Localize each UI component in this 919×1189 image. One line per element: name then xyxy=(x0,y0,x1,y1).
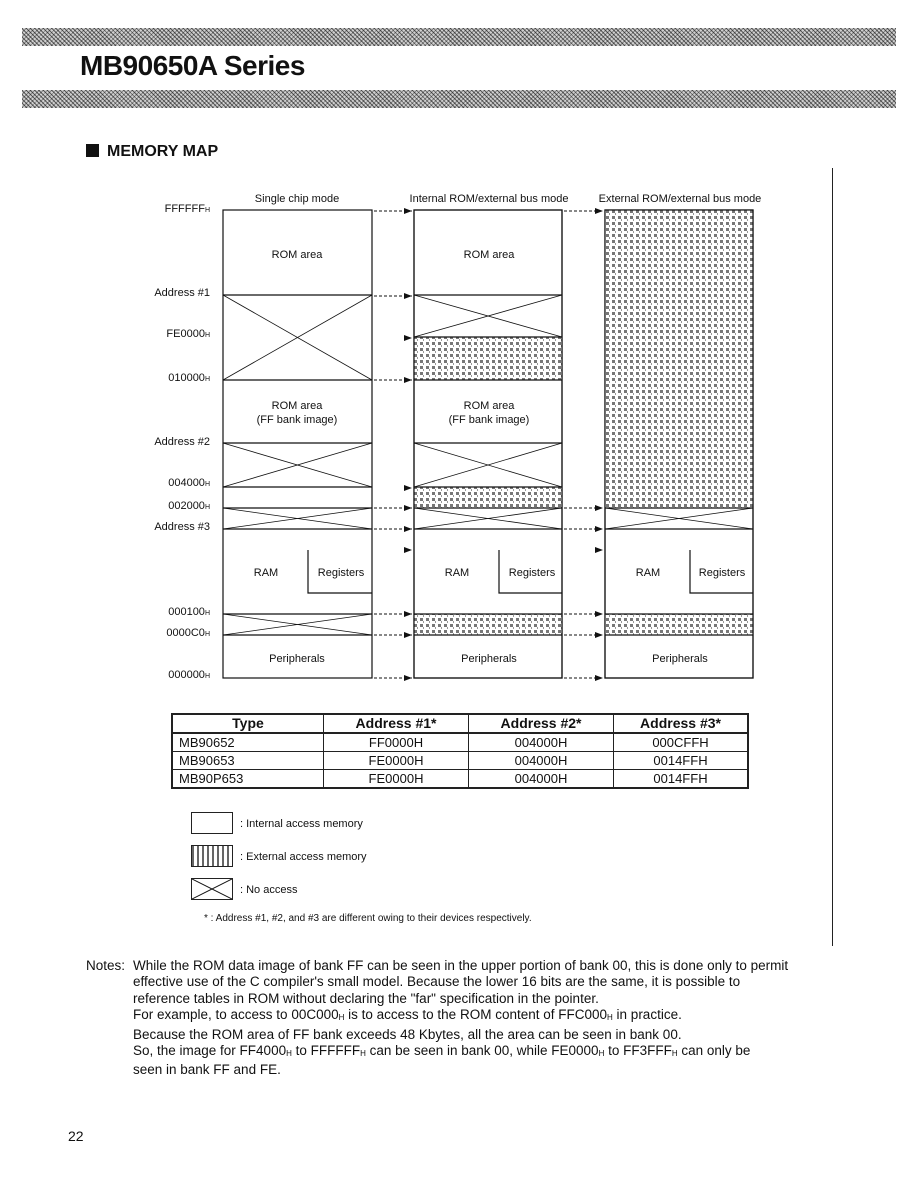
col3-registers: Registers xyxy=(698,567,746,579)
cell-address-1: FE0000H xyxy=(324,770,469,789)
table-row xyxy=(172,752,748,770)
col2-registers: Registers xyxy=(508,567,556,579)
addr-fe0000: FE0000H xyxy=(166,328,210,340)
col1-rom-area-ff: ROM area xyxy=(271,400,323,412)
col2-rom-area-ff: ROM area xyxy=(463,400,515,412)
mode-single-chip: Single chip mode xyxy=(254,193,340,205)
col1-peripherals: Peripherals xyxy=(269,653,325,665)
col1-rom-area: ROM area xyxy=(271,249,323,261)
no-access-x-icon xyxy=(192,879,232,899)
addr-004000: 004000H xyxy=(168,477,210,489)
cell-address-3: 000CFFH xyxy=(614,733,749,752)
addr-002000: 002000H xyxy=(168,500,210,512)
legend-internal-label: : Internal access memory xyxy=(240,818,363,830)
notes-line: For example, to access to $00C000_H$ is to access to the ROM content of $FFC000_H$ in practice. xyxy=(133,1007,682,1023)
header-address-3: Address #3* xyxy=(614,714,749,733)
addr-ffffff: FFFFFFH xyxy=(164,203,210,215)
table-row xyxy=(172,770,748,789)
cell-address-2: 004000H xyxy=(469,752,614,770)
addr-address-3: Address #3 xyxy=(154,521,210,533)
notes-block xyxy=(86,958,846,1079)
column-internal-rom xyxy=(414,210,562,678)
notes-line: seen in bank FF and FE. xyxy=(133,1062,281,1078)
addr-000100: 000100H xyxy=(168,606,210,618)
notes-line: So, the image for $FF4000_H$ to $FFFFFF_H$ can be seen in bank 00, while $FE0000_H$ to $FF3FFF_H$ can only be xyxy=(133,1043,751,1059)
addr-0000c0: 0000C0H xyxy=(166,627,210,639)
table-header-row xyxy=(172,714,748,733)
legend-external-swatch xyxy=(191,845,233,867)
type-address-table xyxy=(171,713,749,789)
notes-line: reference tables in ROM without declaring the "far" specification in the pointer. xyxy=(133,990,599,1006)
col2-ram: RAM xyxy=(444,567,470,579)
footnote: * : Address #1, #2, and #3 are different owing to their devices respectively. xyxy=(204,913,532,924)
col3-ram: RAM xyxy=(635,567,661,579)
header-type: Type xyxy=(172,714,324,733)
col2-rom-area: ROM area xyxy=(463,249,515,261)
cell-type: MB90653 xyxy=(172,752,324,770)
section-heading-text: MEMORY MAP xyxy=(107,143,219,160)
cell-address-2: 004000H xyxy=(469,770,614,789)
cell-type: MB90P653 xyxy=(172,770,324,789)
cell-address-3: 0014FFH xyxy=(614,770,749,789)
col1-ram: RAM xyxy=(253,567,279,579)
page-number: 22 xyxy=(68,1128,84,1144)
col2-ff-bank-image: (FF bank image) xyxy=(448,414,530,426)
cell-address-1: FE0000H xyxy=(324,752,469,770)
notes-line: effective use of the C compiler's small model. Because the lower 16 bits are the same, it is possible to xyxy=(133,974,741,990)
cell-address-1: FF0000H xyxy=(324,733,469,752)
notes-line: While the ROM data image of bank FF can be seen in the upper portion of bank 00, this is done only to permit xyxy=(133,958,789,973)
legend-no-access-label: : No access xyxy=(240,884,298,896)
col1-registers: Registers xyxy=(317,567,365,579)
header-address-1: Address #1* xyxy=(324,714,469,733)
table-row xyxy=(172,733,748,752)
page-title: MB90650A Series xyxy=(80,50,305,81)
cell-type: MB90652 xyxy=(172,733,324,752)
legend-internal-swatch xyxy=(191,812,233,834)
mode-external-rom: External ROM/external bus mode xyxy=(598,193,762,205)
addr-000000: 000000H xyxy=(168,669,210,681)
notes-label: Notes: xyxy=(86,958,126,973)
col1-ff-bank-image: (FF bank image) xyxy=(256,414,338,426)
column-external-rom xyxy=(605,210,753,678)
legend-no-access-swatch xyxy=(191,878,233,900)
notes-line: Because the ROM area of FF bank exceeds 48 Kbytes, all the area can be seen in bank 00. xyxy=(133,1026,682,1042)
header-address-2: Address #2* xyxy=(469,714,614,733)
column-single-chip xyxy=(223,210,372,678)
col3-peripherals: Peripherals xyxy=(652,653,708,665)
mode-internal-rom: Internal ROM/external bus mode xyxy=(409,193,569,205)
addr-address-1: Address #1 xyxy=(154,287,210,299)
addr-010000: 010000H xyxy=(168,372,210,384)
cell-address-3: 0014FFH xyxy=(614,752,749,770)
cell-address-2: 004000H xyxy=(469,733,614,752)
col2-peripherals: Peripherals xyxy=(461,653,517,665)
addr-address-2: Address #2 xyxy=(154,436,210,448)
legend-external-label: : External access memory xyxy=(240,851,367,863)
